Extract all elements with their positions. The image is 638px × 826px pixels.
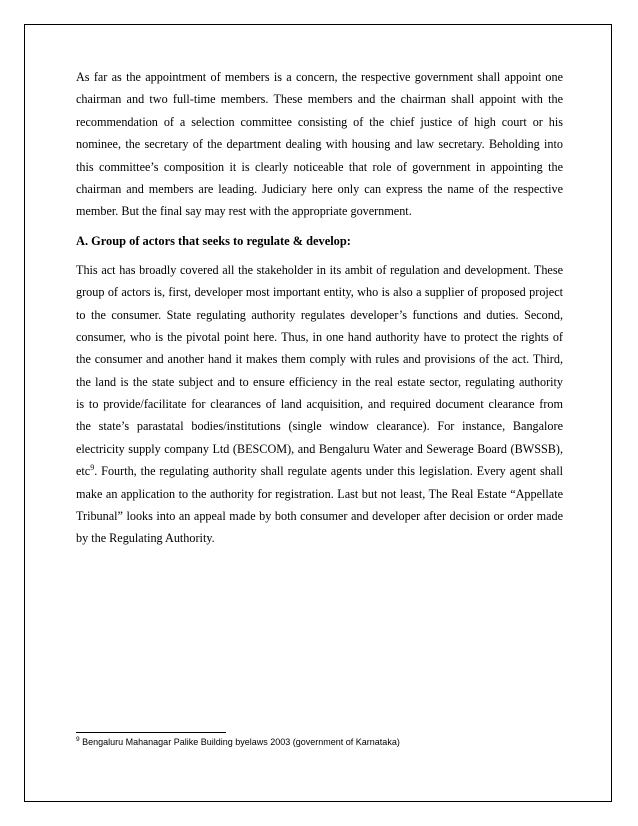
footnote-number: 9 [76, 736, 80, 743]
footnote-text: Bengaluru Mahanagar Palike Building byelaws 2003 (government of Karnataka) [79, 737, 400, 747]
text-line: As far as the appointment of members is a concern, the respective government shall appoint one [76, 70, 563, 84]
document-body [76, 66, 563, 557]
paragraph-actors [76, 259, 563, 550]
text-line: to the consumer. State regulating authority regulates developer’s functions and duties. Second, [76, 307, 563, 322]
section-heading: A. Group of actors that seeks to regulate & develop: [76, 233, 351, 248]
text-fragment: etc [76, 464, 91, 479]
footnote [76, 736, 400, 749]
text-line: Tribunal” looks into an appeal made by both consumer and developer after decision or order made [76, 509, 563, 524]
text-line: this committee’s composition it is clearly noticeable that role of government in appointing the [76, 159, 563, 174]
text-line: chairman and members are leading. Judiciary here only can express the name of the respective [76, 181, 563, 196]
text-line: consumer, who is the pivotal point here. Thus, in one hand authority have to protect the rights of [76, 329, 563, 344]
text-line: make an application to the authority for registration. Last but not least, The Real Estate “Appellate [76, 486, 563, 501]
paragraph-appointment [76, 66, 563, 223]
text-line: the land is the state subject and to ensure efficiency in the real estate sector, regulating authority [76, 374, 563, 389]
text-line-with-footnote [76, 460, 563, 482]
text-line: nominee, the secretary of the department dealing with housing and law secretary. Beholding into [76, 137, 563, 152]
text-fragment: . Fourth, the regulating authority shall regulate agents under this legislation. Every agent shall [94, 464, 563, 479]
footnote-reference: 9 [90, 463, 95, 473]
text-line: chairman and two full-time members. These members and the chairman shall appoint with the [76, 92, 563, 107]
text-line: is to provide/facilitate for clearances of land acquisition, and required document clearance from [76, 397, 563, 412]
footnote-separator [76, 732, 226, 733]
text-line: the state’s parastatal bodies/institutions (single window clearance). For instance, Bangalore [76, 419, 563, 434]
text-line: the consumer and another hand it makes them comply with rules and provisions of the act. Third, [76, 352, 563, 367]
text-line: electricity supply company Ltd (BESCOM), and Bengaluru Water and Sewerage Board (BWSSB), [76, 441, 563, 456]
text-line: recommendation of a selection committee consisting of the chief justice of high court or his [76, 114, 563, 129]
text-line: group of actors is, first, developer most important entity, who is also a supplier of proposed project [76, 285, 563, 300]
text-line: by the Regulating Authority. [76, 531, 215, 546]
text-line: member. But the final say may rest with the appropriate government. [76, 204, 412, 219]
text-line: This act has broadly covered all the stakeholder in its ambit of regulation and development. These [76, 262, 563, 277]
